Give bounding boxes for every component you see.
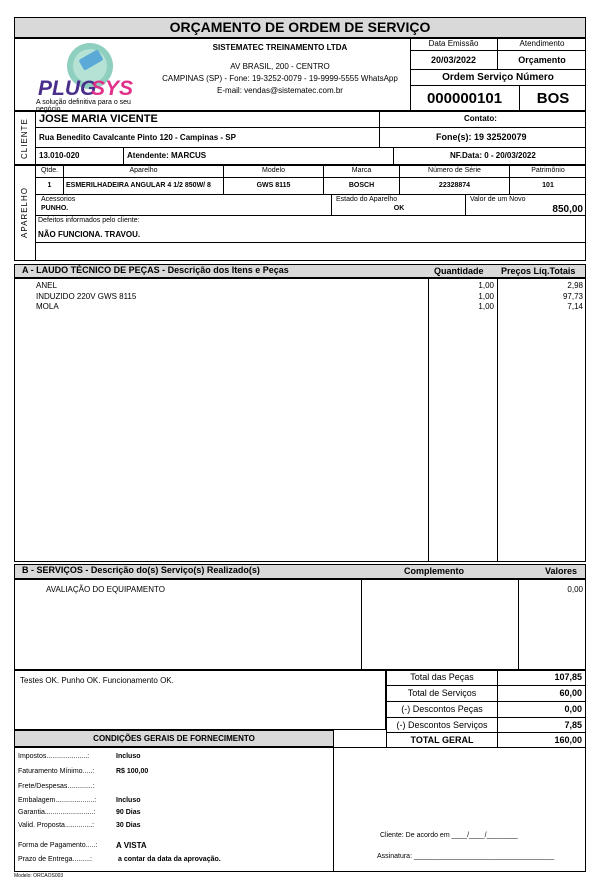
condition-taxes-label: Impostos.....................: (18, 753, 90, 760)
condition-min-billing-label: Faturamento Mínimo.....: (18, 768, 95, 775)
grand-total-label: TOTAL GERAL (387, 733, 497, 748)
device-col-asset: Patrimônio (510, 165, 586, 178)
service-notes: Testes OK. Punho OK. Funcionamento OK. (20, 676, 174, 685)
condition-delivery-label: Prazo de Entrega.........: (18, 856, 92, 863)
parts-price-header: Preços Líq.Totais (501, 266, 576, 276)
condition-freight-label: Frete/Despesas.............: (18, 783, 95, 790)
condition-payment-label: Forma de Pagamento.....: (18, 842, 98, 849)
parts-row-price: 97,73 (562, 292, 583, 301)
total-parts-value: 107,85 (498, 670, 585, 686)
condition-validity-label: Valid. Proposta..............: (18, 822, 95, 829)
parts-row-desc: INDUZIDO 220V GWS 8115 (36, 292, 137, 301)
condition-packaging-value: Incluso (116, 797, 141, 804)
state-value: OK (393, 205, 405, 212)
emission-value: 20/03/2022 (410, 51, 498, 70)
new-value: 850,00 (552, 204, 583, 215)
device-model: GWS 8115 (224, 178, 324, 195)
device-serial: 22328874 (400, 178, 510, 195)
condition-payment-value: A VISTA (116, 841, 147, 850)
device-brand: BOSCH (324, 178, 400, 195)
parts-row-qty: 1,00 (478, 302, 494, 311)
grand-total-value: 160,00 (498, 733, 585, 748)
order-number: 000000101 (410, 86, 520, 111)
service-label: Atendimento (498, 38, 586, 51)
services-complement-header: Complemento (404, 566, 465, 576)
defects-label: Defeitos informados pelo cliente: (38, 217, 140, 224)
condition-taxes-value: Incluso (116, 753, 141, 760)
page-title: ORÇAMENTO DE ORDEM DE SERVIÇO (14, 17, 586, 38)
client-phone: Fone(s): 19 32520079 (380, 128, 586, 148)
device-name: ESMERILHADEIRA ANGULAR 4 1/2 850W/ 8 (64, 178, 224, 195)
services-row-value: 0,00 (567, 585, 583, 594)
services-title: B - SERVIÇOS - Descrição do(s) Serviço(s) Realizado(s) (22, 565, 260, 575)
device-col-qty: Qtde. (36, 165, 64, 178)
client-zip: 13.010-020 (36, 148, 124, 165)
total-services-value: 60,00 (498, 686, 585, 702)
condition-delivery-value: a contar da data da aprovação. (118, 856, 221, 863)
defects-value: NÃO FUNCIONA. TRAVOU. (38, 230, 141, 239)
parts-row-qty: 1,00 (478, 292, 494, 301)
condition-warranty-value: 90 Dias (116, 809, 141, 816)
emission-label: Data Emissão (410, 38, 498, 51)
client-agree-line: Cliente: De acordo em ____/____/________ (380, 832, 518, 839)
parts-title: A - LAUDO TÉCNICO DE PEÇAS - Descrição dos Itens e Peças (22, 265, 289, 275)
company-city-phone: CAMPINAS (SP) - Fone: 19-3252-0079 - 19-9999-5555 WhatsApp (162, 74, 398, 83)
parts-row-price: 7,14 (567, 302, 583, 311)
parts-table (14, 278, 586, 562)
device-col-brand: Marca (324, 165, 400, 178)
form-model: Modelo: ORCAOS003 (14, 873, 64, 879)
condition-packaging-label: Embalagem....................: (18, 797, 97, 804)
signature-line: Assinatura: ____________________________________ (377, 853, 555, 860)
order-number-label: Ordem Serviço Número (410, 70, 586, 86)
state-label: Estado do Aparelho (336, 196, 398, 203)
services-values-header: Valores (545, 566, 578, 576)
parts-row-qty: 1,00 (478, 281, 494, 290)
client-contact-label: Contato: (380, 111, 586, 128)
discount-services-label: (-) Descontos Serviços (387, 718, 497, 733)
discount-services-value: 7,85 (498, 718, 585, 733)
total-parts-label: Total das Peças (387, 670, 497, 686)
client-name: JOSE MARIA VICENTE (36, 111, 380, 128)
accessories-value: PUNHO. (41, 205, 69, 212)
service-value: Orçamento (498, 51, 586, 70)
device-section-label: APARELHO (20, 187, 29, 239)
logo-tagline: A solução definitiva para o seu negócio. (36, 99, 131, 113)
client-section-label: CLIENTE (20, 118, 29, 159)
condition-min-billing-value: R$ 100,00 (116, 768, 149, 775)
condition-validity-value: 30 Dias (116, 822, 141, 829)
client-attendant: Atendente: MARCUS (124, 148, 394, 165)
device-col-device: Aparelho (64, 165, 224, 178)
discount-parts-label: (-) Descontos Peças (387, 702, 497, 718)
svg-text:PLUG: PLUG (38, 77, 97, 100)
parts-row-desc: ANEL (36, 281, 57, 290)
condition-warranty-label: Garantia.........................: (18, 809, 96, 816)
parts-row-desc: MOLA (36, 302, 59, 311)
parts-row-price: 2,98 (567, 281, 583, 290)
device-col-model: Modelo (224, 165, 324, 178)
device-asset: 101 (510, 178, 586, 195)
company-address: AV BRASIL, 200 - CENTRO (230, 62, 330, 71)
company-name: SISTEMATEC TREINAMENTO LTDA (212, 43, 348, 52)
svg-text:SYS: SYS (91, 77, 134, 100)
conditions-title: CONDIÇÕES GERAIS DE FORNECIMENTO (14, 730, 334, 747)
new-value-label: Valor de um Novo (470, 196, 526, 203)
services-row-desc: AVALIAÇÃO DO EQUIPAMENTO (46, 585, 165, 594)
client-address: Rua Benedito Cavalcante Pinto 120 - Campinas - SP (36, 128, 380, 148)
accessories-label: Acessorios (41, 196, 76, 203)
device-qty: 1 (36, 178, 64, 195)
client-nf-date: NF.Data: 0 - 20/03/2022 (450, 151, 536, 160)
company-email: E-mail: vendas@sistematec.com.br (217, 86, 343, 95)
discount-parts-value: 0,00 (498, 702, 585, 718)
total-services-label: Total de Serviços (387, 686, 497, 702)
order-status: BOS (536, 90, 570, 107)
parts-qty-header: Quantidade (434, 266, 484, 276)
device-col-serial: Número de Série (400, 165, 510, 178)
